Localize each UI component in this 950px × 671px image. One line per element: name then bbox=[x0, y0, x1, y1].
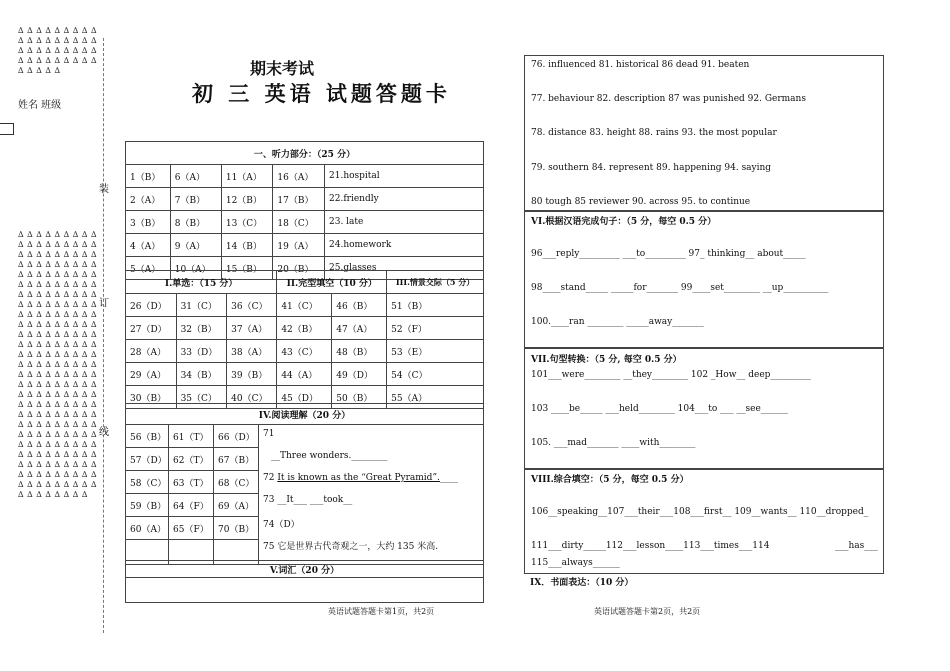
answer-cell: 64（F） bbox=[169, 494, 214, 517]
answer-cell: 44（A） bbox=[277, 363, 332, 386]
triangle-border-top: ∆ ∆ ∆ ∆ ∆ ∆ ∆ ∆ ∆ ∆ ∆ ∆ ∆ ∆ ∆ ∆ ∆ ∆ ∆ ∆ ∆ ∆ ∆ ∆ ∆ ∆ ∆ ∆ ∆ ∆ ∆ ∆ ∆ ∆ ∆ ∆ ∆ ∆ ∆ ∆ ∆ bbox=[18, 26, 98, 75]
answer-cell: 51（B） bbox=[387, 294, 484, 317]
section-vi-line-2: 98____stand_____ _____for_______ 99____set________ __up__________ bbox=[531, 283, 829, 293]
answer-cell: 59（B） bbox=[126, 494, 169, 517]
vocab-line-3: 78. distance 83. height 88. rains 93. the most popular bbox=[531, 128, 777, 138]
answer-cell: 47（A） bbox=[332, 317, 387, 340]
answer-cell: 13（C） bbox=[221, 211, 273, 234]
answer-cell: 6（A） bbox=[170, 165, 221, 188]
answer-cell: 70（B） bbox=[214, 517, 259, 540]
part2-header: II.完型填空（10 分） bbox=[277, 271, 387, 294]
table-row bbox=[126, 188, 484, 211]
answer-cell: 7（B） bbox=[170, 188, 221, 211]
section-vii-line-3: 105. ___mad_______ ____with________ bbox=[531, 438, 696, 448]
answer-cell: 45（D） bbox=[277, 386, 332, 409]
reading-table bbox=[125, 403, 484, 565]
answer-cell: 40（C） bbox=[227, 386, 277, 409]
binding-char-zhuang: 装 bbox=[99, 184, 109, 195]
vocab-line-5: 80 tough 85 reviewer 90. across 95. to continue bbox=[531, 197, 751, 207]
answer-cell: 30（B） bbox=[126, 386, 177, 409]
vocab-header: V.词汇（20 分） bbox=[126, 561, 484, 578]
answer-cell: 62（T） bbox=[169, 448, 214, 471]
reading-header: IV.阅读理解（20 分） bbox=[126, 404, 484, 425]
section-viii-header: VIII.综合填空：（5 分，每空 0.5 分） bbox=[531, 475, 689, 485]
answer-cell: 16（A） bbox=[273, 165, 325, 188]
answer-cell: 20（B） bbox=[273, 257, 325, 280]
triangle-border-bottom: ∆ ∆ ∆ ∆ ∆ ∆ ∆ ∆ ∆ ∆ ∆ ∆ ∆ ∆ ∆ ∆ ∆ ∆ ∆ ∆ ∆ ∆ ∆ ∆ ∆ ∆ ∆ ∆ ∆ ∆ ∆ ∆ ∆ ∆ ∆ ∆ ∆ ∆ ∆ ∆ ∆ ∆ ∆ ∆ ∆ ∆ ∆ ∆ ∆ ∆ ∆ ∆ ∆ ∆ ∆ ∆ ∆ ∆ ∆ ∆ ∆ ∆ ∆ ∆ ∆ ∆ ∆ ∆ ∆ ∆ ∆ ∆ ∆ ∆ ∆ ∆ ∆ ∆ ∆ ∆ ∆ ∆ ∆ ∆ ∆ ∆ ∆ ∆ ∆ ∆ ∆ ∆ ∆ ∆ ∆ ∆ ∆ ∆ ∆ ∆ ∆ ∆ ∆ ∆ ∆ ∆ ∆ ∆ ∆ ∆ ∆ ∆ ∆ ∆ ∆ ∆ ∆ ∆ ∆ ∆ ∆ ∆ ∆ ∆ ∆ ∆ ∆ ∆ ∆ ∆ ∆ ∆ ∆ ∆ ∆ ∆ ∆ ∆ ∆ ∆ ∆ ∆ ∆ ∆ ∆ ∆ ∆ ∆ ∆ ∆ ∆ ∆ ∆ ∆ ∆ ∆ ∆ ∆ ∆ ∆ ∆ ∆ ∆ ∆ ∆ ∆ ∆ ∆ ∆ ∆ ∆ ∆ ∆ ∆ ∆ ∆ ∆ ∆ ∆ ∆ ∆ ∆ ∆ ∆ ∆ ∆ ∆ ∆ ∆ ∆ ∆ ∆ ∆ ∆ ∆ ∆ ∆ ∆ ∆ ∆ ∆ ∆ ∆ ∆ ∆ ∆ ∆ ∆ ∆ ∆ ∆ ∆ ∆ ∆ ∆ ∆ ∆ ∆ ∆ ∆ ∆ ∆ ∆ ∆ ∆ ∆ ∆ ∆ ∆ ∆ ∆ ∆ ∆ ∆ ∆ ∆ ∆ ∆ ∆ ∆ ∆ ∆ bbox=[18, 230, 98, 499]
section-vii-header: VII.句型转换：（5 分, 每空 0.5 分） bbox=[531, 355, 682, 365]
answer-cell: 56（B） bbox=[126, 425, 169, 448]
section-vii-line-1: 101___were________ __they________ 102 _How__ deep_________ bbox=[531, 370, 811, 380]
answer-cell: 19（A） bbox=[273, 234, 325, 257]
name-class-label: 姓名 班级 bbox=[18, 100, 62, 111]
section-vi-line-1: 96___reply_________ ___to_________ 97_ thinking__ about_____ bbox=[531, 249, 806, 259]
seat-box bbox=[0, 123, 14, 135]
answer-cell: 14（B） bbox=[221, 234, 273, 257]
table-row bbox=[126, 165, 484, 188]
answer-cell: 21.hospital bbox=[325, 165, 484, 188]
answer-cell: 66（D） bbox=[214, 425, 259, 448]
table-row bbox=[126, 363, 484, 386]
answer-cell: 46（B） bbox=[332, 294, 387, 317]
table-row bbox=[126, 425, 484, 448]
answer-cell: 15（B） bbox=[221, 257, 273, 280]
answer-cell: 3（B） bbox=[126, 211, 171, 234]
answer-cell: 33（D） bbox=[176, 340, 227, 363]
answer-cell: 11（A） bbox=[221, 165, 273, 188]
section-vi-box bbox=[524, 210, 884, 349]
answer-cell: 32（B） bbox=[176, 317, 227, 340]
answer-cell: 31（C） bbox=[176, 294, 227, 317]
answer-cell: 63（T） bbox=[169, 471, 214, 494]
answer-cell: 38（A） bbox=[227, 340, 277, 363]
answer-cell: 68（C） bbox=[214, 471, 259, 494]
page-footer-1: 英语试题答题卡第1页，共2页 bbox=[328, 607, 435, 616]
answer-cell: 18（C） bbox=[273, 211, 325, 234]
section-vii-line-2: 103 ____be_____ ___held________ 104___to ___ __see______ bbox=[531, 404, 788, 414]
section-vi-line-3: 100.____ran ________ _____away_______ bbox=[531, 317, 704, 327]
answer-cell: 5（A） bbox=[126, 257, 171, 280]
table-row bbox=[126, 234, 484, 257]
answer-cell: 52（F） bbox=[387, 317, 484, 340]
answer-sheet-title: 初 三 英语 试题答题卡 bbox=[192, 81, 451, 106]
parts-1-3-table bbox=[125, 270, 484, 409]
answer-cell: 22.friendly bbox=[325, 188, 484, 211]
vocab-answer-area bbox=[126, 578, 484, 603]
binding-line bbox=[103, 38, 104, 633]
answer-cell: 67（B） bbox=[214, 448, 259, 471]
vocab-line-1: 76. influenced 81. historical 86 dead 91. beaten bbox=[531, 60, 750, 70]
vocab-line-4: 79. southern 84. represent 89. happening 94. saying bbox=[531, 163, 772, 173]
answer-cell: 26（D） bbox=[126, 294, 177, 317]
answer-73: 73 __It___ ___took__ bbox=[263, 495, 353, 505]
answer-cell: 53（E） bbox=[387, 340, 484, 363]
answer-cell: 9（A） bbox=[170, 234, 221, 257]
table-row bbox=[126, 340, 484, 363]
page-footer-2: 英语试题答题卡第2页，共2页 bbox=[594, 607, 701, 616]
exam-title: 期末考试 bbox=[250, 59, 315, 78]
answer-cell: 54（C） bbox=[387, 363, 484, 386]
answer-cell: 60（A） bbox=[126, 517, 169, 540]
binding-char-ding: 订 bbox=[99, 298, 109, 309]
section-viii-line-2: 111___dirty_____112___lesson____113___times___114 bbox=[531, 541, 770, 551]
listening-table bbox=[125, 141, 484, 280]
table-row bbox=[126, 317, 484, 340]
answer-cell: 65（F） bbox=[169, 517, 214, 540]
answer-cell: 10（A） bbox=[170, 257, 221, 280]
answer-cell: 1（B） bbox=[126, 165, 171, 188]
section-viii-line-3: 115___always______ bbox=[531, 558, 620, 568]
section-ix-header: IX．书面表达：（10 分） bbox=[530, 578, 634, 588]
reading-short-answers bbox=[259, 425, 484, 565]
answer-cell: 50（B） bbox=[332, 386, 387, 409]
table-row bbox=[126, 294, 484, 317]
binding-char-xian: 线 bbox=[99, 427, 109, 438]
answer-cell: 27（D） bbox=[126, 317, 177, 340]
part3-header: III.情景交际（5 分） bbox=[387, 271, 484, 294]
answer-cell: 4（A） bbox=[126, 234, 171, 257]
answer-cell: 48（B） bbox=[332, 340, 387, 363]
table-row bbox=[126, 211, 484, 234]
answer-cell: 39（B） bbox=[227, 363, 277, 386]
answer-cell: 12（B） bbox=[221, 188, 273, 211]
answer-cell: 28（A） bbox=[126, 340, 177, 363]
listening-header: 一、听力部分：（25 分） bbox=[126, 142, 484, 165]
answer-cell: 25.glasses bbox=[325, 257, 484, 280]
answer-cell: 37（A） bbox=[227, 317, 277, 340]
section-viii-line-2-end: ___has___ bbox=[835, 541, 878, 551]
answer-cell: 35（C） bbox=[176, 386, 227, 409]
answer-cell: 23. late bbox=[325, 211, 484, 234]
answer-cell: 36（C） bbox=[227, 294, 277, 317]
answer-cell: 29（A） bbox=[126, 363, 177, 386]
answer-cell: 24.homework bbox=[325, 234, 484, 257]
answer-72 bbox=[263, 473, 458, 483]
vocab-answers-box bbox=[524, 55, 884, 212]
answer-cell: 41（C） bbox=[277, 294, 332, 317]
answer-cell: 42（B） bbox=[277, 317, 332, 340]
answer-cell: 8（B） bbox=[170, 211, 221, 234]
vocab-table bbox=[125, 560, 484, 603]
section-vi-header: VI.根据汉语完成句子：（5 分，每空 0.5 分） bbox=[531, 217, 717, 227]
answer-cell: 69（A） bbox=[214, 494, 259, 517]
answer-74: 74（D） bbox=[263, 520, 300, 530]
answer-72-text: 72 It is known as the “Great Pyramid”.____ bbox=[263, 473, 458, 483]
answer-cell: 61（T） bbox=[169, 425, 214, 448]
vocab-line-2: 77. behaviour 82. description 87 was punished 92. Germans bbox=[531, 94, 806, 104]
section-viii-line-1: 106__speaking__107___their___108___first__ 109__wants__ 110__dropped_ bbox=[531, 507, 869, 517]
answer-cell: 34（B） bbox=[176, 363, 227, 386]
section-viii-box bbox=[524, 468, 884, 574]
answer-71-text: __Three wonders.________ bbox=[271, 451, 388, 461]
answer-cell: 57（D） bbox=[126, 448, 169, 471]
answer-cell: 55（A） bbox=[387, 386, 484, 409]
answer-71: 71 bbox=[263, 429, 275, 439]
section-vii-box bbox=[524, 347, 884, 470]
answer-cell: 58（C） bbox=[126, 471, 169, 494]
answer-cell: 17（B） bbox=[273, 188, 325, 211]
answer-cell: 49（D） bbox=[332, 363, 387, 386]
answer-cell: 2（A） bbox=[126, 188, 171, 211]
part1-header: I.单选：（15 分） bbox=[126, 271, 277, 294]
answer-cell: 43（C） bbox=[277, 340, 332, 363]
answer-75: 75 它是世界古代奇观之一，大约 135 米高. bbox=[263, 542, 439, 552]
